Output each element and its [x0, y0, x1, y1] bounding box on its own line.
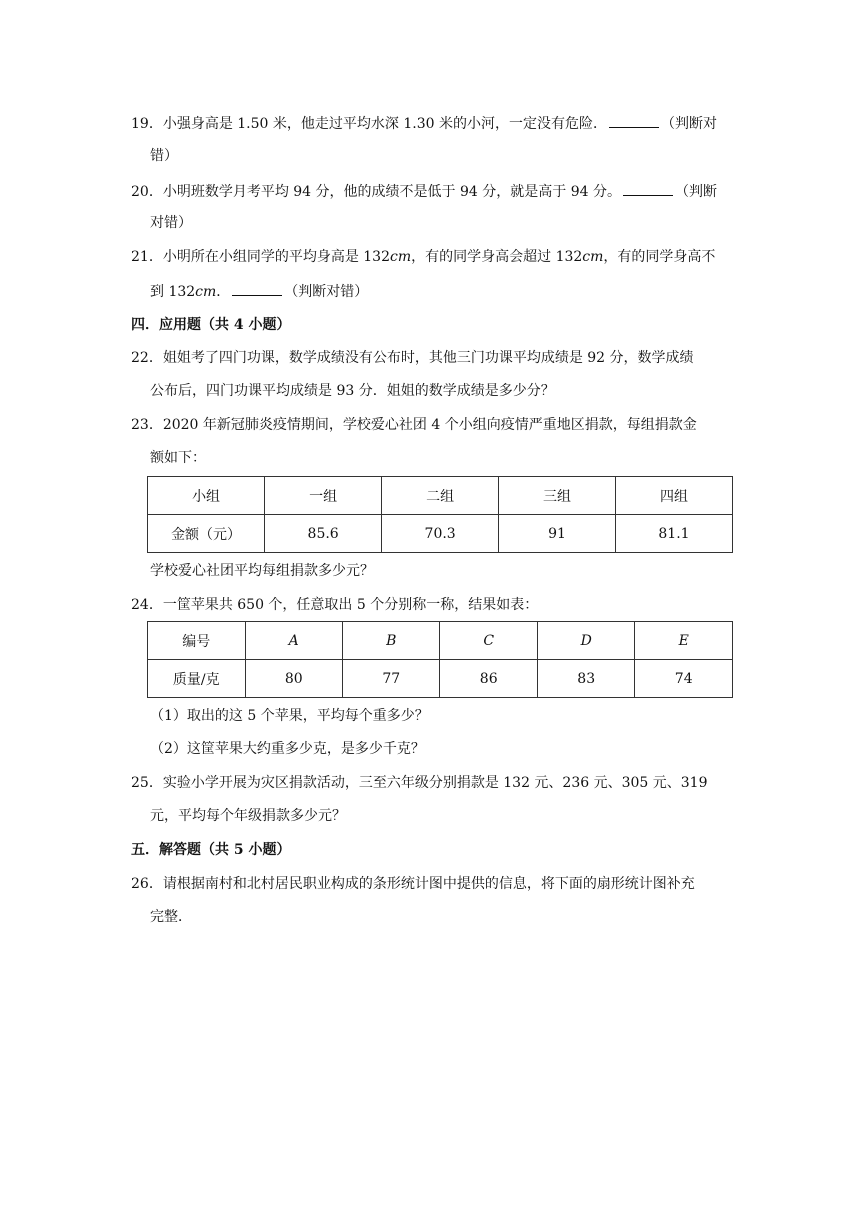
table-cell: D — [537, 622, 634, 660]
table-cell: 70.3 — [382, 515, 499, 553]
q23-line2: 额如下： — [150, 450, 206, 466]
table-cell: 二组 — [382, 477, 499, 515]
table-row — [148, 515, 733, 553]
table-cell: 编号 — [148, 622, 246, 660]
table-row — [148, 622, 733, 660]
table-cell: B — [342, 622, 439, 660]
q24-table — [147, 621, 733, 698]
q23-table — [147, 476, 733, 553]
section-5-heading: 五．解答题（共 5 小题） — [131, 842, 291, 858]
q25-line2: 元，平均每个年级捐款多少元？ — [150, 808, 346, 824]
q23-question: 学校爱心社团平均每组捐款多少元？ — [150, 563, 374, 579]
table-cell: C — [440, 622, 537, 660]
table-cell: 一组 — [265, 477, 382, 515]
table-cell: 74 — [635, 660, 733, 698]
q21-line2: 到 132cm． （判断对错） — [150, 281, 368, 302]
table-cell: 91 — [499, 515, 616, 553]
section-4-heading: 四．应用题（共 4 小题） — [131, 317, 291, 333]
q19-line2: 错） — [150, 148, 178, 164]
table-cell: A — [245, 622, 342, 660]
q20-line1: 20．小明班数学月考平均 94 分，他的成绩不是低于 94 分，就是高于 94 分。 （判断 — [131, 181, 717, 202]
q21-blank — [232, 281, 282, 296]
q24-sub1: （1）取出的这 5 个苹果，平均每个重多少？ — [150, 708, 429, 724]
table-cell: 金额（元） — [148, 515, 265, 553]
q23-line1: 23．2020 年新冠肺炎疫情期间，学校爱心社团 4 个小组向疫情严重地区捐款，每组捐款金 — [131, 417, 697, 433]
table-cell: 81.1 — [615, 515, 732, 553]
q24-sub2: （2）这筐苹果大约重多少克，是多少千克？ — [150, 741, 425, 757]
table-cell: 86 — [440, 660, 537, 698]
table-cell: E — [635, 622, 733, 660]
q19-line1: 19．小强身高是 1.50 米，他走过平均水深 1.30 米的小河，一定没有危险． （判断对 — [131, 113, 717, 134]
q26-line2: 完整． — [150, 909, 192, 925]
table-cell: 77 — [342, 660, 439, 698]
table-row — [148, 477, 733, 515]
q24-line1: 24．一筐苹果共 650 个，任意取出 5 个分别称一称，结果如表： — [131, 597, 539, 613]
table-row — [148, 660, 733, 698]
q21-line1: 21．小明所在小组同学的平均身高是 132cm，有的同学身高会超过 132cm，有的同学身高不 — [131, 249, 716, 265]
q20-line2: 对错） — [150, 215, 192, 231]
table-cell: 质量/克 — [148, 660, 246, 698]
table-cell: 三组 — [499, 477, 616, 515]
q19-blank — [609, 113, 659, 128]
table-cell: 85.6 — [265, 515, 382, 553]
q25-line1: 25．实验小学开展为灾区捐款活动，三至六年级分别捐款是 132 元、236 元、305 元、319 — [131, 775, 708, 791]
q22-line2: 公布后，四门功课平均成绩是 93 分．姐姐的数学成绩是多少分？ — [150, 383, 555, 399]
table-cell: 83 — [537, 660, 634, 698]
table-cell: 四组 — [615, 477, 732, 515]
table-cell: 80 — [245, 660, 342, 698]
q26-line1: 26．请根据南村和北村居民职业构成的条形统计图中提供的信息，将下面的扇形统计图补充 — [131, 876, 695, 892]
q20-blank — [623, 181, 673, 196]
table-cell: 小组 — [148, 477, 265, 515]
q22-line1: 22．姐姐考了四门功课，数学成绩没有公布时，其他三门功课平均成绩是 92 分，数学成绩 — [131, 350, 694, 366]
